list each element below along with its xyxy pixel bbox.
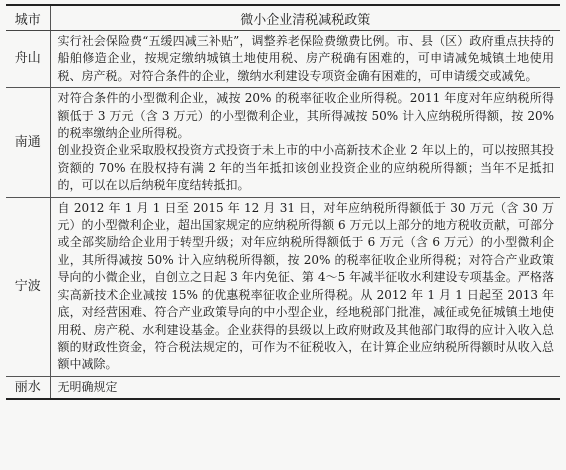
table-row-nantong	[6, 88, 560, 197]
city-cell: 舟山	[6, 31, 50, 88]
policy-cell	[50, 376, 560, 399]
policy-paragraph: 创业投资企业采取股权投资方式投资于未上市的中小高新技术企业 2 年以上的，可以按照其投资额的 70% 在股权持有满 2 年的当年抵扣该创业投资企业的应纳税所得额；当年不足抵扣的，可以在以后纳税年度结转抵扣。	[57, 143, 554, 193]
header-policy: 微小企业清税减税政策	[50, 5, 560, 31]
city-cell: 丽水	[6, 376, 50, 399]
table-row-ningbo	[6, 197, 560, 376]
header-city: 城市	[6, 5, 50, 31]
city-cell: 宁波	[6, 197, 50, 376]
policy-cell	[50, 197, 560, 376]
city-cell: 南通	[6, 88, 50, 197]
tax-policy-table	[6, 4, 560, 400]
table-row-zhoushan	[6, 31, 560, 88]
policy-cell	[50, 31, 560, 88]
table-header-row	[6, 5, 560, 31]
policy-paragraph: 无明确规定	[57, 379, 118, 394]
table-row-lishui	[6, 376, 560, 399]
policy-paragraph: 自 2012 年 1 月 1 日至 2015 年 12 月 31 日，对年应纳税所得额低于 30 万元（含 30 万元）的小型微利企业，超出国家规定的应纳税所得额 6 万元以上部分的地方税收贡献，可部分或全部奖励给企业用于转型升级；对年应纳税所得额低于 6 万元（含 6 万元）的小型微利企业，其所得减按 50% 计入应纳税所得额，按 20% 的税率征收企业所得税；对符合产业政策导向的小微企业，自创立之日起 3 年内免征、第 4～5 年减半征收水利建设专项基金。严格落实高新技术企业减按 15% 的优惠税率征收企业所得税。从 2012 年 1 月 1 日起至 2013 年底，对经营困难、符合产业政策导向的中小型企业，经地税部门批准，减征或免征城镇土地使用税、房产税、水利建设基金。企业获得的县级以上政府财政及其他部门取得的应计入收入总额的财政性资金，符合税法规定的，可作为不征税收入，在计算企业应纳税所得额时从收入总额中减除。	[57, 200, 554, 372]
policy-paragraph: 对符合条件的小型微利企业，减按 20% 的税率征收企业所得税。2011 年度对年应纳税所得额低于 3 万元（含 3 万元）的小型微利企业，其所得减按 50% 计入应纳税所得额，按 20% 的税率缴纳企业所得税。	[57, 91, 554, 141]
policy-cell	[50, 88, 560, 197]
policy-paragraph: 实行社会保险费“五缓四减三补贴”，调整养老保险费缴费比例。市、县（区）政府重点扶持的船舶修造企业，按规定缴纳城镇土地使用税、房产税确有困难的，可申请减免城镇土地使用税、房产税。对符合条件的企业，缴纳水利建设专项资金确有困难的，可申请缓交或减免。	[57, 34, 554, 83]
